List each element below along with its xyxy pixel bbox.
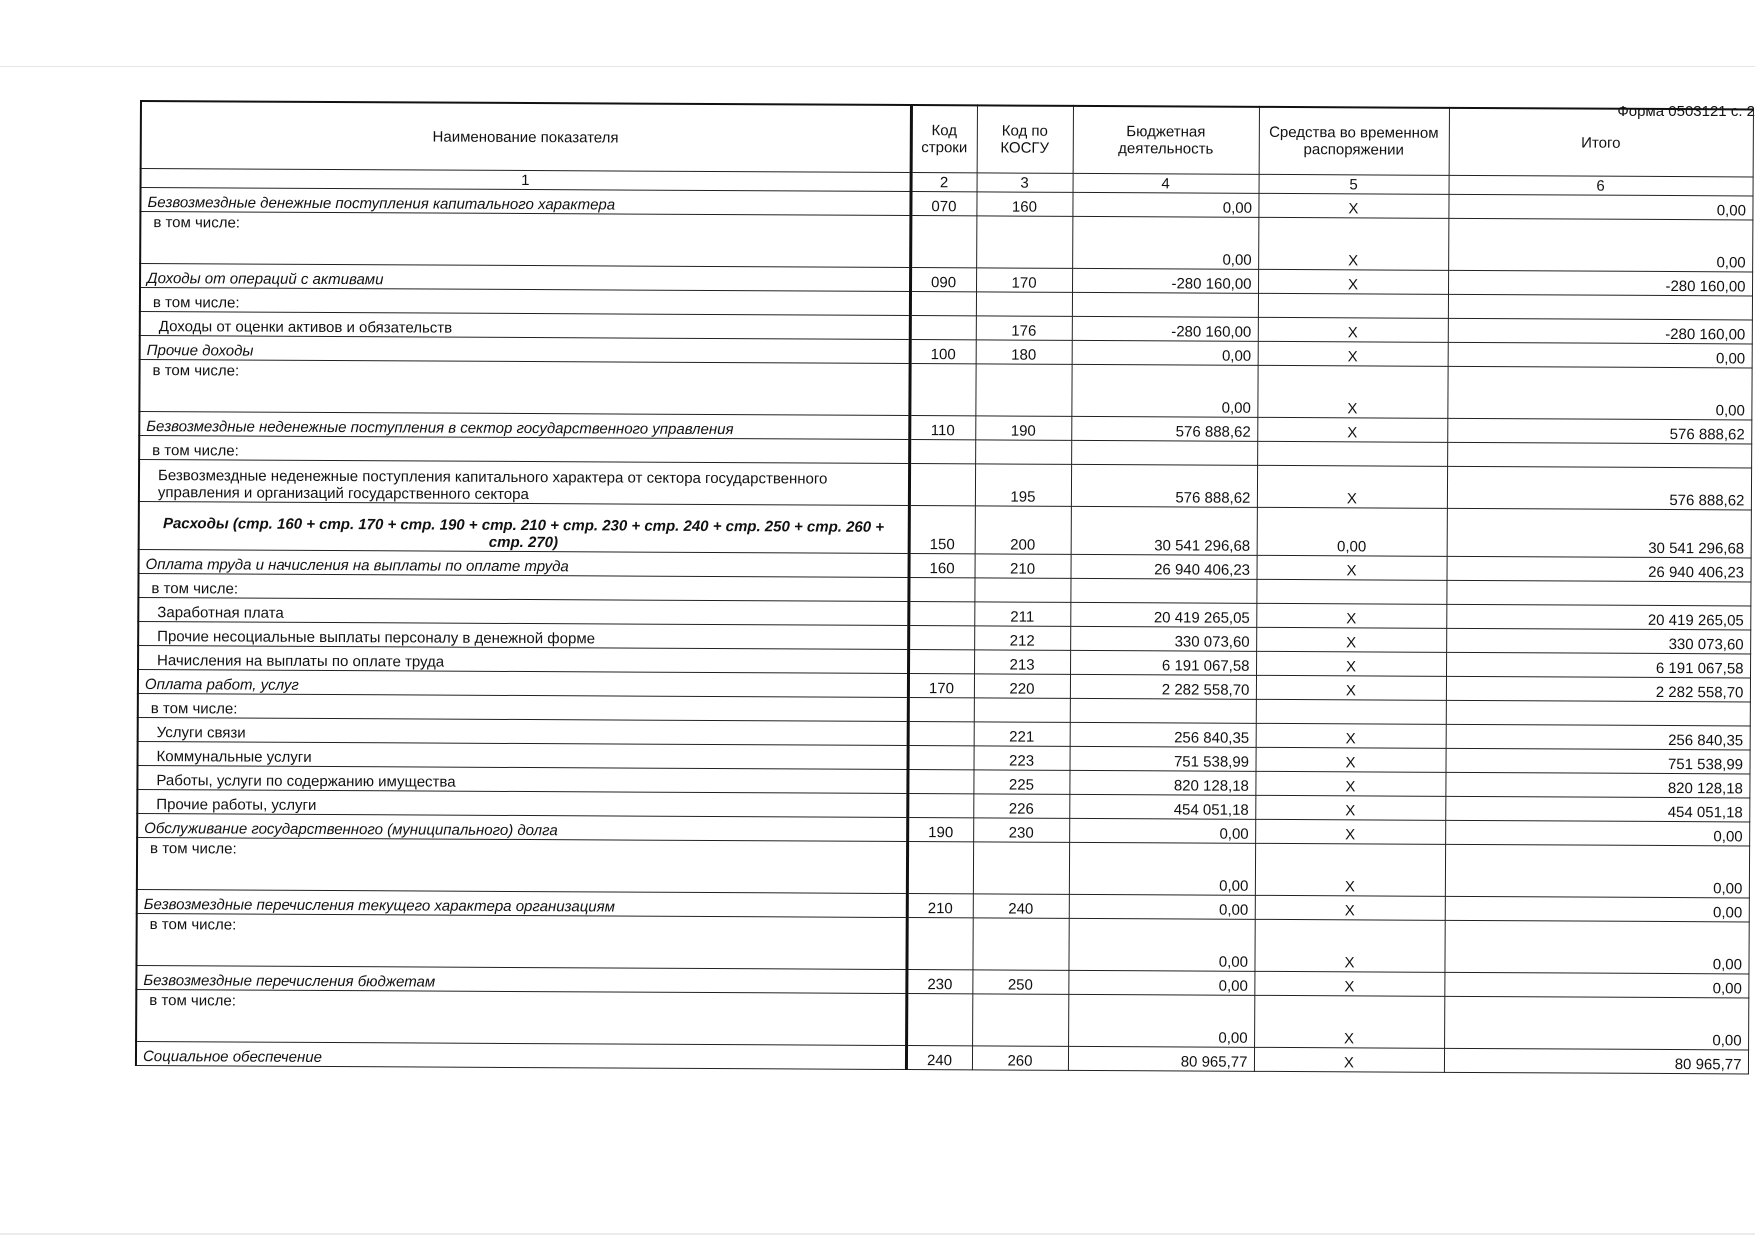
indicator-name-cell: Коммунальные услуги [138,741,908,769]
line-code-cell: 070 [910,192,976,216]
kosgu-code-cell: 226 [973,794,1069,819]
kosgu-code-cell: 170 [976,268,1072,293]
kosgu-code-cell: 220 [974,674,1070,699]
line-code-cell: 160 [909,554,975,578]
kosgu-code-cell: 225 [973,770,1069,795]
budget-activity-cell: 80 965,77 [1068,1046,1254,1071]
total-cell: 0,00 [1448,218,1752,272]
indicator-name-cell: в том числе: [140,288,910,316]
indicator-name-cell: Социальное обеспечение [136,1041,906,1069]
line-code-cell [909,440,975,464]
indicator-name-cell: Оплата работ, услуг [138,669,908,697]
report-table [135,100,1754,1074]
indicator-name-cell: в том числе: [140,212,910,268]
temporary-funds-cell: X [1257,465,1447,508]
temporary-funds-cell: X [1258,217,1448,270]
temporary-funds-cell [1257,441,1447,466]
line-code-cell [906,994,972,1046]
budget-activity-cell: 576 888,62 [1071,464,1257,507]
kosgu-code-cell: 223 [974,746,1070,771]
kosgu-code-cell: 240 [973,894,1069,919]
total-cell: 2 282 558,70 [1446,676,1750,702]
line-code-cell [909,364,975,416]
header-row [141,101,1753,177]
budget-activity-cell: 330 073,60 [1070,626,1256,651]
kosgu-code-cell [974,578,1070,603]
header-num-4: 4 [1073,173,1259,193]
temporary-funds-cell [1256,699,1446,724]
temporary-funds-cell: X [1255,895,1445,920]
line-code-cell [908,602,974,626]
report-sheet [135,100,1752,1074]
total-cell: 0,00 [1444,972,1748,998]
indicator-name-cell: в том числе: [138,573,908,601]
header-budget-activity: Бюджетная деятельность [1073,106,1259,174]
total-cell: 0,00 [1444,920,1748,974]
budget-activity-cell [1070,578,1256,603]
budget-activity-cell: 820 128,18 [1069,770,1255,795]
total-cell: 751 538,99 [1445,748,1749,774]
indicator-name-cell: в том числе: [136,989,906,1045]
budget-activity-cell: 0,00 [1072,340,1258,365]
temporary-funds-cell: X [1256,651,1446,676]
temporary-funds-cell: X [1255,819,1445,844]
indicator-name-cell: Безвозмездные денежные поступления капитального характера [140,188,910,216]
line-code-cell [907,842,973,894]
kosgu-code-cell: 250 [972,970,1068,995]
budget-activity-cell: -280 160,00 [1072,268,1258,293]
budget-activity-cell: 576 888,62 [1071,416,1257,441]
indicator-name-cell: Безвозмездные неденежные поступления капитального характера от сектора государственного управления и организаций государственного сектора [139,460,909,506]
total-cell: 0,00 [1445,896,1749,922]
temporary-funds-cell: X [1254,1047,1444,1072]
line-code-cell [908,746,974,770]
header-line-code: Код строки [911,105,977,173]
indicator-name-cell: в том числе: [139,360,909,416]
indicator-name-cell: Оплата труда и начисления на выплаты по оплате труда [139,549,909,577]
line-code-cell [907,794,973,818]
total-cell: 0,00 [1448,342,1752,368]
form-number: Форма 0503121 с. 2 [1617,103,1755,120]
total-cell: 0,00 [1445,820,1749,846]
header-total: Итого [1449,108,1753,177]
kosgu-code-cell: 210 [975,554,1071,579]
kosgu-code-cell: 221 [974,722,1070,747]
line-code-cell: 110 [909,416,975,440]
total-cell: 20 419 265,05 [1446,604,1750,630]
temporary-funds-cell: X [1257,365,1447,418]
indicator-name-cell: Доходы от оценки активов и обязательств [140,312,910,340]
kosgu-code-cell [976,216,1072,269]
budget-activity-cell: 2 282 558,70 [1070,674,1256,699]
budget-activity-cell: 6 191 067,58 [1070,650,1256,675]
total-cell: 0,00 [1447,366,1751,420]
indicator-name-cell: Безвозмездные перечисления текущего характера организациям [137,889,907,917]
table-body [136,188,1753,1074]
total-cell: -280 160,00 [1448,270,1752,296]
header-num-5: 5 [1259,174,1449,194]
indicator-name-cell: в том числе: [139,436,909,464]
budget-activity-cell: 454 051,18 [1069,794,1255,819]
total-cell [1447,442,1751,468]
kosgu-code-cell [973,842,1069,895]
kosgu-code-cell: 212 [974,626,1070,651]
indicator-name-cell: Прочие несоциальные выплаты персоналу в денежной форме [138,621,908,649]
budget-activity-cell: 20 419 265,05 [1070,602,1256,627]
total-cell: 330 073,60 [1446,628,1750,654]
table-header [141,101,1753,196]
temporary-funds-cell: X [1254,919,1444,972]
indicator-name-cell: Обслуживание государственного (муниципального) долга [137,813,907,841]
header-temporary-funds: Средства во временном распоряжении [1259,107,1449,175]
temporary-funds-cell: X [1255,795,1445,820]
header-kosgu-code: Код по КОСГУ [977,105,1073,173]
temporary-funds-cell: X [1258,341,1448,366]
budget-activity-cell: 0,00 [1069,818,1255,843]
total-cell: 26 940 406,23 [1447,556,1751,582]
temporary-funds-cell: X [1257,417,1447,442]
line-code-cell: 190 [907,818,973,842]
budget-activity-cell: 0,00 [1069,842,1255,895]
total-cell: 0,00 [1445,844,1749,898]
indicator-name-cell: Безвозмездные неденежные поступления в сектор государственного управления [139,412,909,440]
indicator-name-cell: Доходы от операций с активами [140,264,910,292]
line-code-cell [908,722,974,746]
budget-activity-cell: 751 538,99 [1070,746,1256,771]
kosgu-code-cell [972,918,1068,971]
budget-activity-cell [1071,440,1257,465]
temporary-funds-cell: X [1255,771,1445,796]
table-row [136,989,1748,1049]
temporary-funds-cell: X [1256,675,1446,700]
indicator-name-cell: Заработная плата [138,597,908,625]
table-row [137,837,1749,897]
kosgu-code-cell [972,994,1068,1047]
header-num-1: 1 [141,169,911,192]
line-code-cell [908,698,974,722]
indicator-name-cell: в том числе: [137,837,907,893]
temporary-funds-cell: X [1258,317,1448,342]
temporary-funds-cell: X [1258,269,1448,294]
line-code-cell: 150 [909,506,975,554]
indicator-name-cell: в том числе: [136,913,906,969]
scan-edge-top [0,66,1755,67]
indicator-name-cell: Прочие работы, услуги [137,789,907,817]
kosgu-code-cell: 213 [974,650,1070,675]
budget-activity-cell [1070,698,1256,723]
budget-activity-cell: 26 940 406,23 [1071,554,1257,579]
total-cell: -280 160,00 [1448,318,1752,344]
total-cell: 80 965,77 [1444,1048,1748,1074]
indicator-name-cell: Расходы (стр. 160 + стр. 170 + стр. 190 + стр. 210 + стр. 230 + стр. 240 + стр. 250 + стр. 260 + стр. 270) [139,501,909,553]
kosgu-code-cell: 211 [974,602,1070,627]
header-num-6: 6 [1449,175,1753,196]
total-cell: 820 128,18 [1445,772,1749,798]
header-num-3: 3 [977,173,1073,193]
temporary-funds-cell: X [1255,843,1445,896]
kosgu-code-cell: 190 [975,416,1071,441]
total-cell: 576 888,62 [1447,418,1751,444]
budget-activity-cell [1072,292,1258,317]
budget-activity-cell: 0,00 [1072,192,1258,217]
budget-activity-cell: 0,00 [1068,994,1254,1047]
total-cell [1448,294,1752,320]
kosgu-code-cell [975,440,1071,465]
kosgu-code-cell [976,292,1072,317]
temporary-funds-cell [1258,293,1448,318]
kosgu-code-cell: 195 [975,464,1071,507]
header-num-2: 2 [911,173,977,192]
total-cell: 576 888,62 [1447,466,1751,510]
header-indicator-name: Наименование показателя [141,101,911,173]
budget-activity-cell: 0,00 [1069,894,1255,919]
line-code-cell: 240 [906,1046,972,1070]
total-cell: 6 191 067,58 [1446,652,1750,678]
line-code-cell [908,650,974,674]
line-code-cell [909,464,975,506]
budget-activity-cell: 0,00 [1068,918,1254,971]
temporary-funds-cell: X [1254,995,1444,1048]
budget-activity-cell: 0,00 [1068,970,1254,995]
budget-activity-cell: 0,00 [1071,364,1257,417]
budget-activity-cell: -280 160,00 [1072,316,1258,341]
kosgu-code-cell [975,364,1071,417]
total-cell: 30 541 296,68 [1447,508,1751,558]
temporary-funds-cell: X [1256,747,1446,772]
line-code-cell [910,292,976,316]
line-code-cell [906,918,972,970]
indicator-name-cell: Начисления на выплаты по оплате труда [138,645,908,673]
temporary-funds-cell: X [1256,627,1446,652]
budget-activity-cell: 30 541 296,68 [1071,506,1257,555]
total-cell: 454 051,18 [1445,796,1749,822]
kosgu-code-cell: 180 [976,340,1072,365]
total-cell: 0,00 [1448,194,1752,220]
temporary-funds-cell: X [1256,723,1446,748]
line-code-cell: 210 [907,894,973,918]
temporary-funds-cell [1256,579,1446,604]
kosgu-code-cell: 230 [973,818,1069,843]
total-cell [1446,580,1750,606]
temporary-funds-cell: X [1256,603,1446,628]
kosgu-code-cell: 260 [972,1046,1068,1071]
kosgu-code-cell: 200 [975,506,1071,555]
kosgu-code-cell: 160 [976,192,1072,217]
indicator-name-cell: в том числе: [138,693,908,721]
temporary-funds-cell: 0,00 [1257,507,1447,556]
total-cell: 256 840,35 [1446,724,1750,750]
scan-edge-bottom [0,1233,1755,1235]
line-code-cell [908,578,974,602]
line-code-cell: 170 [908,674,974,698]
table-row [140,212,1752,272]
table-row [139,501,1751,557]
temporary-funds-cell: X [1258,193,1448,218]
line-code-cell [910,316,976,340]
line-code-cell [908,626,974,650]
kosgu-code-cell [974,698,1070,723]
indicator-name-cell: Прочие доходы [140,336,910,364]
kosgu-code-cell: 176 [976,316,1072,341]
budget-activity-cell: 0,00 [1072,216,1258,269]
line-code-cell [907,770,973,794]
budget-activity-cell: 256 840,35 [1070,722,1256,747]
line-code-cell: 230 [906,970,972,994]
indicator-name-cell: Работы, услуги по содержанию имущества [137,765,907,793]
table-row [136,913,1748,973]
line-code-cell: 100 [910,340,976,364]
indicator-name-cell: Безвозмездные перечисления бюджетам [136,965,906,993]
indicator-name-cell: Услуги связи [138,717,908,745]
line-code-cell [910,216,976,268]
temporary-funds-cell: X [1254,971,1444,996]
line-code-cell: 090 [910,268,976,292]
total-cell [1446,700,1750,726]
total-cell: 0,00 [1444,996,1748,1050]
temporary-funds-cell: X [1257,555,1447,580]
table-row [139,360,1751,420]
